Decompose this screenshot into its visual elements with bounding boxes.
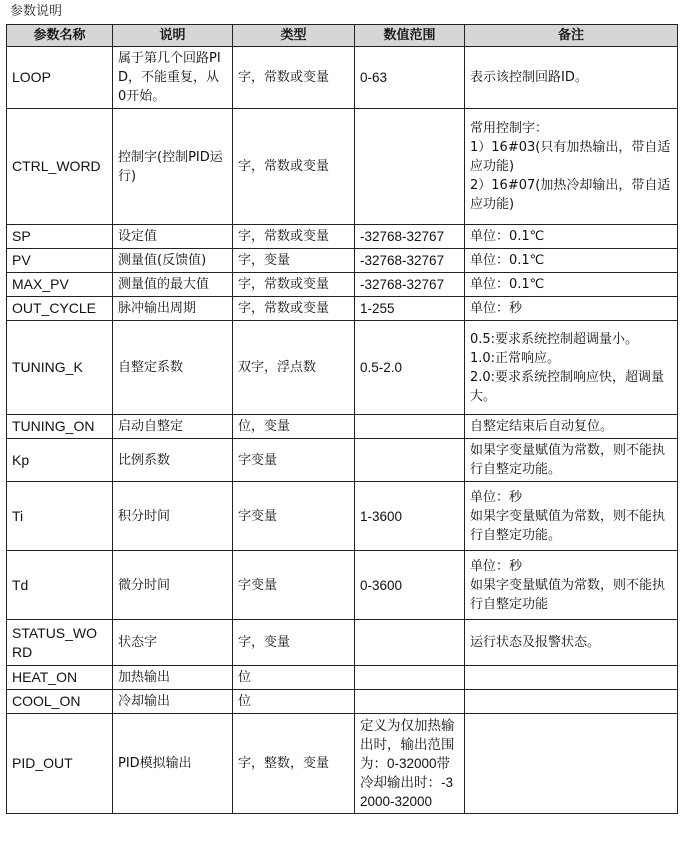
range-cell <box>355 666 465 690</box>
range-cell <box>355 690 465 714</box>
table-row <box>7 551 678 620</box>
type-cell: 字，变量 <box>233 249 355 273</box>
description-cell: 微分时间 <box>113 551 233 620</box>
description-cell: 控制字(控制PID运行) <box>113 109 233 225</box>
type-cell: 双字，浮点数 <box>233 321 355 415</box>
description-cell: 脉冲输出周期 <box>113 297 233 321</box>
type-cell: 位 <box>233 666 355 690</box>
description-cell: 比例系数 <box>113 439 233 482</box>
table-row <box>7 249 678 273</box>
note-line: 自整定结束后自动复位。 <box>470 419 614 434</box>
param-name-cell: COOL_ON <box>7 690 113 714</box>
note-line: 常用控制字： <box>470 121 549 136</box>
note-line: 单位：秒 <box>470 558 523 574</box>
header-type: 类型 <box>233 25 355 47</box>
range-cell: -32768-32767 <box>355 273 465 297</box>
description-cell: 测量值(反馈值) <box>113 249 233 273</box>
header-param-name: 参数名称 <box>7 25 113 47</box>
notes-cell <box>465 620 678 666</box>
notes-cell <box>465 714 678 814</box>
type-cell: 字变量 <box>233 482 355 551</box>
header-notes: 备注 <box>465 25 678 47</box>
type-cell: 字，整数，变量 <box>233 714 355 814</box>
type-cell: 字，常数或变量 <box>233 273 355 297</box>
note-line: 运行状态及报警状态。 <box>470 635 601 650</box>
table-header-row <box>7 25 678 47</box>
notes-cell <box>465 690 678 714</box>
range-cell: 1-255 <box>355 297 465 321</box>
type-cell: 字变量 <box>233 439 355 482</box>
table-row <box>7 321 678 415</box>
type-cell: 位，变量 <box>233 415 355 439</box>
type-cell: 字，变量 <box>233 620 355 666</box>
parameter-table <box>6 24 678 814</box>
range-cell: 0-3600 <box>355 551 465 620</box>
type-cell: 字，常数或变量 <box>233 225 355 249</box>
table-row <box>7 109 678 225</box>
table-row <box>7 273 678 297</box>
range-cell: -32768-32767 <box>355 225 465 249</box>
param-name-cell: LOOP <box>7 47 113 109</box>
param-name-cell: TUNING_K <box>7 321 113 415</box>
param-name-cell: CTRL_WORD <box>7 109 113 225</box>
table-row <box>7 620 678 666</box>
notes-cell <box>465 439 678 482</box>
range-cell: 定义为仅加热输出时，输出范围为：0-32000带冷却输出时：-32000-32000 <box>355 714 465 814</box>
type-cell: 字变量 <box>233 551 355 620</box>
note-line: 如果字变量赋值为常数，则不能执行自整定功能。 <box>470 443 666 477</box>
param-name-cell: SP <box>7 225 113 249</box>
range-cell <box>355 620 465 666</box>
param-name-cell: HEAT_ON <box>7 666 113 690</box>
description-cell: 加热输出 <box>113 666 233 690</box>
description-cell: 启动自整定 <box>113 415 233 439</box>
note-line: 2.0:要求系统控制响应快，超调量大。 <box>470 369 665 404</box>
param-name-cell: PID_OUT <box>7 714 113 814</box>
note-line: 单位：0.1℃ <box>470 229 545 244</box>
notes-cell <box>465 415 678 439</box>
note-line: 如果字变量赋值为常数，则不能执行自整定功能 <box>470 577 666 612</box>
table-row <box>7 690 678 714</box>
notes-cell <box>465 225 678 249</box>
note-line: 单位：0.1℃ <box>470 253 545 268</box>
description-cell: 测量值的最大值 <box>113 273 233 297</box>
notes-cell <box>465 109 678 225</box>
description-cell: PID模拟输出 <box>113 714 233 814</box>
table-row <box>7 666 678 690</box>
table-row <box>7 714 678 814</box>
type-cell: 字，常数或变量 <box>233 297 355 321</box>
table-row <box>7 482 678 551</box>
header-range: 数值范围 <box>355 25 465 47</box>
param-name-cell: TUNING_ON <box>7 415 113 439</box>
description-cell: 状态字 <box>113 620 233 666</box>
range-cell <box>355 415 465 439</box>
param-name-cell: Kp <box>7 439 113 482</box>
note-line: 如果字变量赋值为常数，则不能执行自整定功能。 <box>470 508 666 543</box>
param-name-cell: OUT_CYCLE <box>7 297 113 321</box>
notes-cell <box>465 666 678 690</box>
param-name-cell: MAX_PV <box>7 273 113 297</box>
param-name-cell: Ti <box>7 482 113 551</box>
description-cell: 积分时间 <box>113 482 233 551</box>
range-cell: 1-3600 <box>355 482 465 551</box>
note-line: 单位：秒 <box>470 489 523 505</box>
notes-cell <box>465 47 678 109</box>
note-line: 1）16#03(只有加热输出，带自适应功能) <box>470 140 671 174</box>
notes-cell <box>465 551 678 620</box>
table-body <box>7 47 678 814</box>
description-cell: 属于第几个回路PID，不能重复，从0开始。 <box>113 47 233 109</box>
notes-cell <box>465 273 678 297</box>
range-cell <box>355 439 465 482</box>
note-line: 2）16#07(加热冷却输出，带自适应功能) <box>470 178 671 212</box>
description-cell: 设定值 <box>113 225 233 249</box>
table-row <box>7 297 678 321</box>
range-cell: 0-63 <box>355 47 465 109</box>
range-cell <box>355 109 465 225</box>
notes-cell <box>465 321 678 415</box>
param-name-cell: Td <box>7 551 113 620</box>
note-line: 单位：秒 <box>470 301 523 316</box>
range-cell: -32768-32767 <box>355 249 465 273</box>
type-cell: 字，常数或变量 <box>233 109 355 225</box>
range-cell: 0.5-2.0 <box>355 321 465 415</box>
note-line: 1.0:正常响应。 <box>470 350 561 366</box>
section-caption: 参数说明 <box>10 4 63 19</box>
table-row <box>7 439 678 482</box>
type-cell: 位 <box>233 690 355 714</box>
header-description: 说明 <box>113 25 233 47</box>
type-cell: 字，常数或变量 <box>233 47 355 109</box>
note-line: 0.5:要求系统控制超调量小。 <box>470 331 639 347</box>
table-row <box>7 47 678 109</box>
param-name-cell: STATUS_WORD <box>7 620 113 666</box>
notes-cell <box>465 249 678 273</box>
description-cell: 自整定系数 <box>113 321 233 415</box>
notes-cell <box>465 482 678 551</box>
table-row <box>7 225 678 249</box>
table-row <box>7 415 678 439</box>
notes-cell <box>465 297 678 321</box>
note-line: 单位：0.1℃ <box>470 277 545 292</box>
param-name-cell: PV <box>7 249 113 273</box>
note-line: 表示该控制回路ID。 <box>470 70 588 85</box>
description-cell: 冷却输出 <box>113 690 233 714</box>
